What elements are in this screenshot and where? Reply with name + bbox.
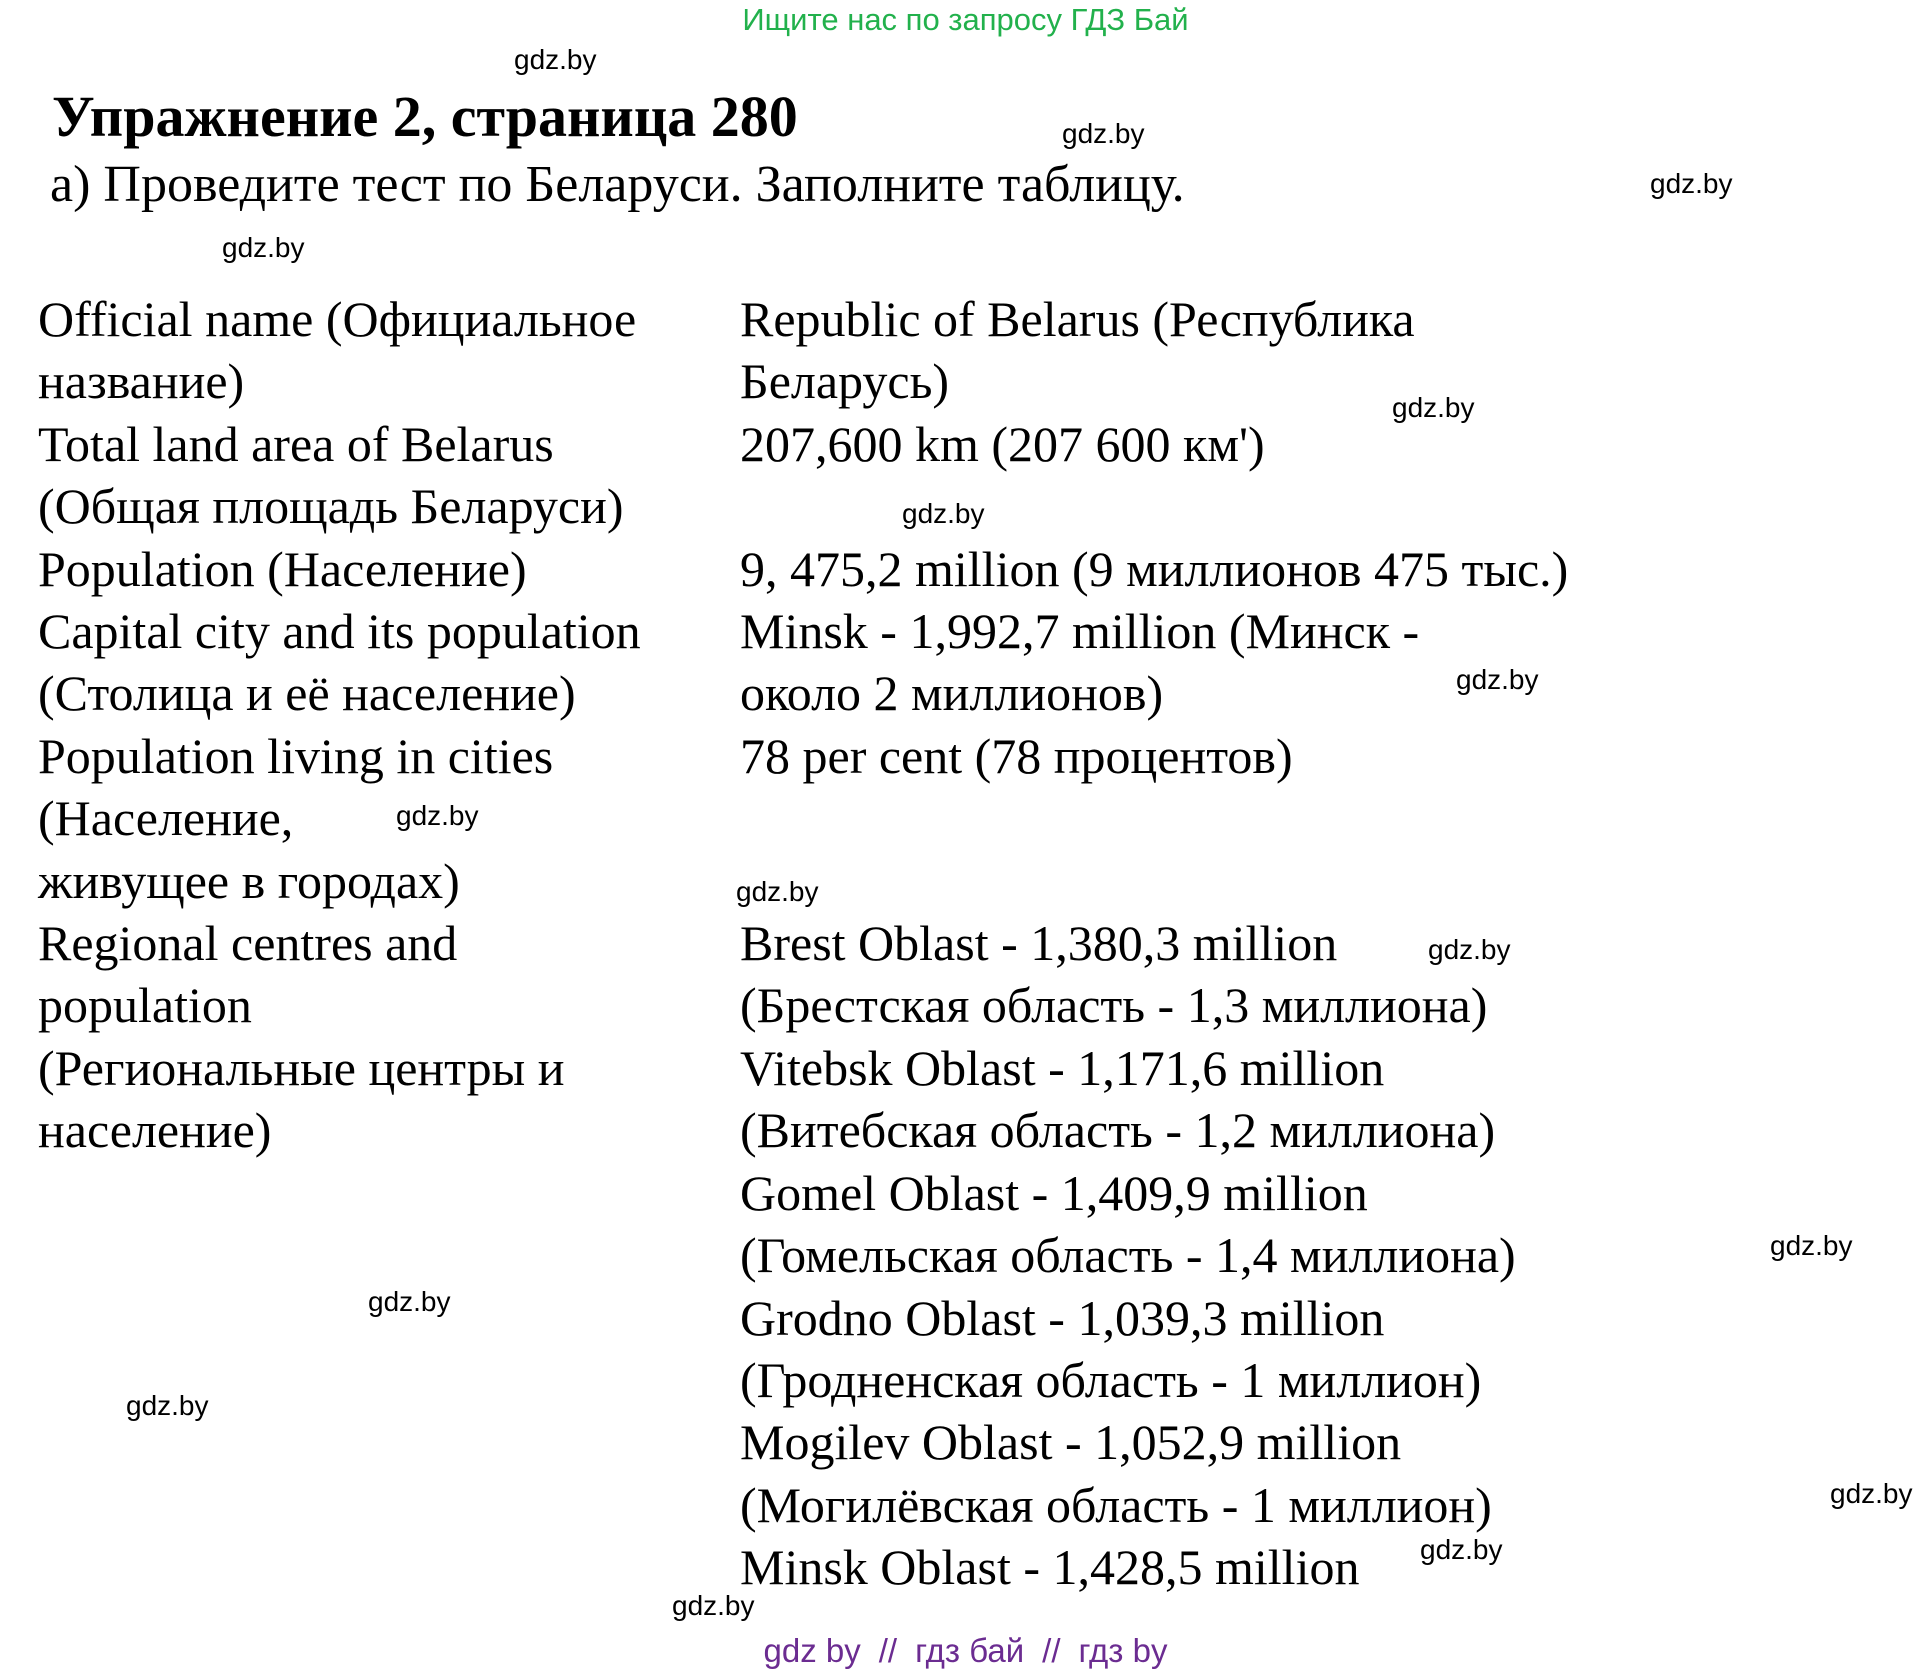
footer-link-gdz-bai[interactable]: гдз бай [915, 1632, 1025, 1669]
label-line: название) [38, 353, 245, 410]
watermark: gdz.by [902, 498, 985, 529]
table-row [38, 413, 1638, 538]
value-line: Minsk Oblast - 1,428,5 million [740, 1539, 1360, 1596]
watermark: gdz.by [1456, 664, 1539, 695]
row-value [740, 538, 1640, 600]
row-label [38, 725, 740, 912]
label-line: население) [38, 1102, 272, 1159]
value-line: (Витебская область - 1,2 миллиона) [740, 1102, 1496, 1159]
label-line: Regional centres and [38, 915, 458, 972]
promo-banner: Ищите нас по запросу ГДЗ Бай [742, 2, 1189, 37]
watermark: gdz.by [672, 1590, 755, 1621]
row-label [38, 600, 740, 725]
value-line: Brest Oblast - 1,380,3 million [740, 915, 1338, 972]
label-line: population [38, 977, 252, 1034]
label-line: Population (Население) [38, 540, 527, 597]
row-value [740, 413, 1640, 538]
label-line: Capital city and its population [38, 603, 641, 660]
table-row [38, 725, 1638, 912]
watermark: gdz.by [1428, 934, 1511, 965]
value-line: Grodno Oblast - 1,039,3 million [740, 1289, 1385, 1346]
task-instruction: а) Проведите тест по Беларуси. Заполните таблицу. [50, 156, 1185, 213]
watermark: gdz.by [222, 232, 305, 263]
watermark: gdz.by [736, 876, 819, 907]
value-line: Republic of Belarus (Республика [740, 291, 1415, 347]
value-line: (Могилёвская область - 1 миллион) [740, 1476, 1492, 1533]
facts-table [38, 288, 1638, 1599]
watermark: gdz.by [1392, 392, 1475, 423]
watermark: gdz.by [1830, 1478, 1913, 1509]
footer-link-gdz-by[interactable]: gdz by [763, 1632, 861, 1669]
table-row [38, 538, 1638, 600]
value-line: Беларусь) [740, 353, 950, 410]
value-line: 9, 475,2 million (9 миллионов 475 тыс.) [740, 540, 1569, 597]
value-line: Gomel Oblast - 1,409,9 million [740, 1164, 1368, 1221]
label-line: (Население, [38, 790, 294, 847]
row-label [38, 288, 740, 413]
row-value [740, 600, 1640, 725]
watermark: gdz.by [126, 1390, 209, 1421]
label-line: Total land area of Belarus [38, 415, 554, 472]
watermark: gdz.by [1420, 1534, 1503, 1565]
row-value [740, 288, 1640, 413]
page-title: Упражнение 2, страница 280 [52, 84, 798, 149]
watermark: gdz.by [1770, 1230, 1853, 1261]
value-line: 207,600 km (207 600 км') [740, 415, 1265, 472]
watermark: gdz.by [514, 44, 597, 75]
label-line: (Региональные центры и [38, 1039, 565, 1096]
value-line: Vitebsk Oblast - 1,171,6 million [740, 1039, 1385, 1096]
table-row [38, 912, 1638, 1598]
value-line: Mogilev Oblast - 1,052,9 million [740, 1414, 1402, 1471]
value-line: Minsk - 1,992,7 million (Минск - [740, 603, 1420, 660]
footer-links [0, 1632, 1931, 1670]
row-value [740, 725, 1640, 912]
label-line: Population living in cities [38, 727, 554, 784]
value-line: 78 per cent (78 процентов) [740, 727, 1293, 784]
row-label [38, 912, 740, 1598]
label-line: (Столица и её население) [38, 665, 576, 722]
value-line: (Брестская область - 1,3 миллиона) [740, 977, 1488, 1034]
footer-separator: // [878, 1632, 898, 1669]
value-line: около 2 миллионов) [740, 665, 1164, 722]
watermark: gdz.by [368, 1286, 451, 1317]
watermark: gdz.by [1062, 118, 1145, 149]
watermark: gdz.by [1650, 168, 1733, 199]
label-line: живущее в городах) [38, 852, 460, 909]
label-line: Official name (Официальное [38, 291, 637, 347]
row-label [38, 413, 740, 538]
table-row [38, 600, 1638, 725]
footer-separator: // [1042, 1632, 1061, 1669]
row-label [38, 538, 740, 600]
label-line: (Общая площадь Беларуси) [38, 478, 624, 535]
watermark: gdz.by [396, 800, 479, 831]
footer-link-gdz-by-cyr[interactable]: гдз by [1078, 1632, 1168, 1669]
value-line: (Гомельская область - 1,4 миллиона) [740, 1227, 1516, 1284]
value-line: (Гродненская область - 1 миллион) [740, 1351, 1482, 1408]
row-value [740, 912, 1640, 1598]
